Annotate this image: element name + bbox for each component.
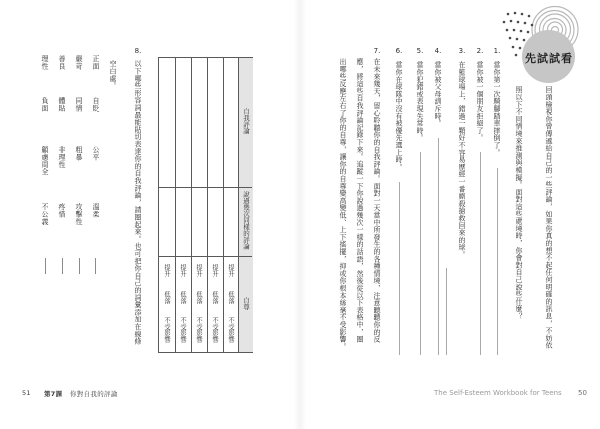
option-fall: 低落	[163, 291, 170, 304]
adjective-irrational: 非理性	[58, 146, 66, 168]
adjective-fair: 公平	[92, 146, 100, 161]
item-8-number: 8.	[134, 47, 142, 55]
item-6-number: 6.	[395, 47, 403, 55]
table-header-times-said: 說過幾次同樣的評論	[242, 191, 250, 250]
option-fall: 低落	[195, 291, 202, 304]
adjective-caring: 疼惜	[58, 203, 66, 218]
item-1-number: 1.	[493, 47, 501, 55]
table-column-line	[223, 58, 224, 352]
option-fall: 低落	[227, 291, 234, 304]
item-3-number: 3.	[458, 47, 466, 55]
item-5-answer-line	[420, 152, 421, 355]
item-4-answer-line	[438, 138, 439, 355]
table-column-line	[175, 58, 176, 352]
intro-text-col-1: 回頭檢視你曾傳遞給自己的一些評論，如果你真的想不起任何明確的訊息，不妨依	[545, 86, 553, 349]
table-column-line	[191, 58, 192, 352]
footer-page-number-right: 50	[578, 389, 587, 397]
option-rise: 提升	[163, 264, 170, 277]
option-rise: 提升	[227, 264, 234, 277]
footer-book-title: The Self-Esteem Workbook for Teens	[434, 389, 562, 397]
page-spine-shadow	[294, 0, 306, 429]
adjective-abusive: 粗暴	[75, 146, 83, 161]
item-5-number: 5.	[416, 47, 424, 55]
option-rise: 提升	[179, 264, 186, 277]
option-unaffected: 不受影響	[211, 317, 218, 343]
item-1-answer-line	[497, 168, 498, 355]
option-rise: 提升	[195, 264, 202, 277]
table-header-self-comment: 自我評論	[242, 108, 250, 134]
item-6-text: 當你在球隊中沒有被優先選上時。	[395, 61, 403, 171]
adjective-positive: 正面	[92, 55, 100, 70]
item-3-answer-line	[446, 268, 447, 355]
option-rise: 提升	[211, 264, 218, 277]
table-row-line	[159, 187, 252, 188]
adjective-gentle: 溫柔	[92, 203, 100, 218]
option-unaffected: 不受影響	[227, 317, 234, 343]
item-1-text: 當你第一次騎腳踏車摔倒了。	[493, 61, 501, 156]
item-2-text: 當你被一個朋友拒絕了。	[476, 61, 484, 142]
option-unaffected: 不受影響	[163, 317, 170, 343]
item-8-text-col-2: 空白處。	[109, 60, 117, 90]
item-4-number: 4.	[434, 47, 442, 55]
adjective-harsh: 嚴苛	[75, 55, 83, 70]
self-comment-table	[158, 57, 253, 353]
item-7-text-col-2: 應，將這些自我評論記錄下來。追蹤一下你說過幾次一樣的話語，然後從以下表格中，圈	[356, 58, 364, 343]
item-7-text-col-1: 在未來幾天，留心聆聽你的自我評論。面對一天當中所發生的各種情境，注意聽聽你的反	[373, 58, 381, 343]
section-badge-label: 先試試看	[525, 52, 573, 65]
footer-chapter-number: 第7課	[44, 390, 63, 398]
option-fall: 低落	[211, 291, 218, 304]
adjective-blank-line	[79, 258, 80, 274]
table-header-self-esteem: 自尊	[242, 297, 250, 310]
intro-text-col-2: 照以下不同情境來推測與模擬。面對這些處境時，你會對自己說些什麼？	[515, 86, 523, 320]
adjective-sympathetic: 同情	[75, 97, 83, 112]
item-2-number: 2.	[476, 47, 484, 55]
option-fall: 低落	[179, 291, 186, 304]
adjective-blank-line	[95, 258, 96, 274]
footer-chapter-title: 你對自我的評論	[70, 390, 118, 398]
item-6-answer-line	[399, 182, 400, 355]
adjective-blank-line	[45, 258, 46, 274]
table-row-line	[159, 256, 252, 257]
adjective-blank-line	[62, 258, 63, 274]
item-3-text: 在籃球場上，錯過一顆好不容易歷經一番廝殺搶救回來的球。	[458, 61, 466, 259]
item-7-text-col-3: 出哪些反應左右了你的自尊，讓你的自尊變高變低、上下搖擺，抑或你根本絲毫不受影響。	[339, 58, 347, 350]
table-column-line	[207, 58, 208, 352]
option-unaffected: 不受影響	[195, 317, 202, 343]
adjective-unfair: 不公義	[41, 203, 49, 225]
item-8-text-col-1: 以下哪些形容詞最能貼切表達你的自我評論，請圈起來。也可把你自己的詞彙添加在線條	[134, 60, 142, 345]
footer-page-number-left: 51	[22, 389, 31, 397]
item-5-text: 當你犯錯或表現失常時。	[416, 61, 424, 142]
adjective-aggressive: 攻擊性	[75, 203, 83, 225]
adjective-rational: 理性	[41, 55, 49, 70]
adjective-considerate: 體貼	[58, 97, 66, 112]
item-7-number: 7.	[373, 47, 381, 55]
item-4-text: 當你被父母訓斥時。	[434, 61, 442, 127]
adjective-self-deprecating: 自貶	[92, 97, 100, 112]
adjective-negative: 負面	[41, 97, 49, 112]
adjective-kind: 善良	[58, 55, 66, 70]
adjective-thoughtful: 顧慮周全	[41, 146, 49, 176]
item-2-answer-line	[480, 152, 481, 355]
option-unaffected: 不受影響	[179, 317, 186, 343]
